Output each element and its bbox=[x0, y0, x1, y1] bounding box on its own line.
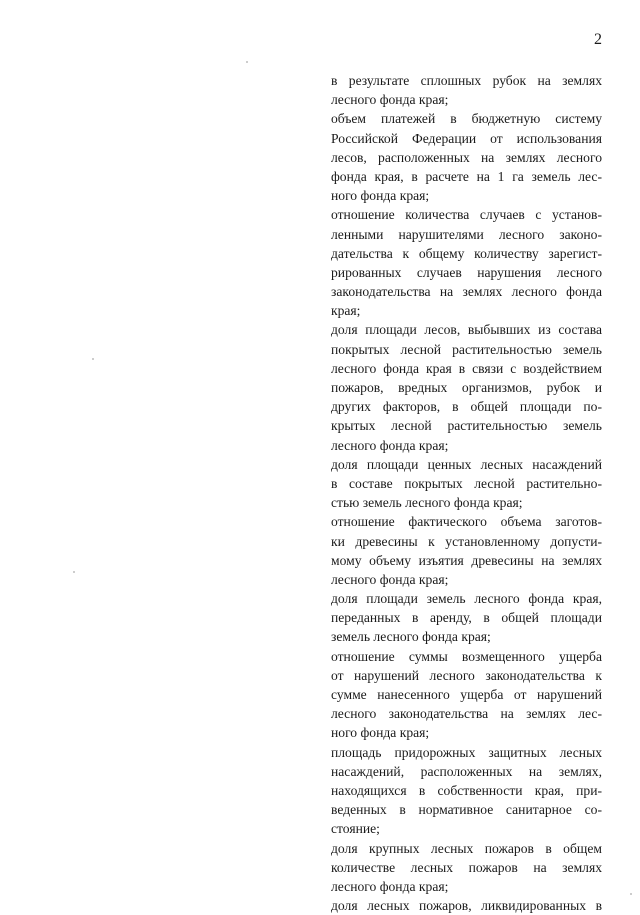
text-line: площадь придорожных защитных лесных bbox=[331, 744, 602, 760]
text-line: доля крупных лесных пожаров в общем bbox=[331, 840, 602, 856]
text-line: веденных в нормативное санитарное со- bbox=[331, 802, 602, 818]
text-line: количестве лесных пожаров на землях bbox=[331, 859, 602, 875]
scan-speck bbox=[92, 358, 94, 360]
text-line: объем платежей в бюджетную систему bbox=[331, 111, 602, 127]
text-line: лесного законодательства на землях лес- bbox=[331, 706, 602, 722]
text-line: ленными нарушителями лесного законо- bbox=[331, 226, 602, 242]
text-line: стояние; bbox=[331, 821, 380, 837]
text-line: сумме нанесенного ущерба от нарушений bbox=[331, 687, 602, 702]
text-line: доля лесных пожаров, ликвидированных в bbox=[331, 898, 602, 914]
text-line: насаждений, расположенных на землях, bbox=[331, 763, 602, 779]
text-line: лесного фонда края; bbox=[331, 878, 449, 894]
text-line: лесного фонда края; bbox=[331, 437, 449, 453]
text-column bbox=[331, 71, 602, 915]
text-line: доля площади ценных лесных насаждений bbox=[331, 456, 602, 472]
text-line: Российской Федерации от использования bbox=[331, 130, 602, 146]
text-line: края; bbox=[331, 303, 361, 319]
text-line: дательства к общему количеству зарегист- bbox=[331, 245, 602, 261]
text-line: крытых лесной растительностью земель bbox=[331, 418, 602, 434]
text-line: доля площади лесов, выбывших из состава bbox=[331, 322, 602, 338]
text-line: отношение суммы возмещенного ущерба bbox=[331, 648, 602, 664]
text-line: переданных в аренду, в общей площади bbox=[331, 610, 602, 626]
text-line: рированных случаев нарушения лесного bbox=[331, 264, 602, 280]
text-line: ки древесины к установленному допусти- bbox=[331, 533, 602, 549]
text-line: мому объему изъятия древесины на землях bbox=[331, 552, 602, 568]
text-line: отношение количества случаев с установ- bbox=[331, 207, 602, 223]
text-line: лесного фонда края; bbox=[331, 92, 449, 108]
text-line: ного фонда края; bbox=[331, 188, 430, 204]
text-line: находящихся в собственности края, при- bbox=[331, 782, 602, 798]
text-line: в результате сплошных рубок на землях bbox=[331, 73, 602, 88]
text-line: лесного фонда края в связи с воздействием bbox=[331, 360, 602, 376]
text-line: покрытых лесной растительностью земель bbox=[331, 341, 602, 357]
scan-speck bbox=[246, 61, 248, 63]
text-line: лесного фонда края; bbox=[331, 571, 449, 587]
page-number: 2 bbox=[594, 31, 602, 48]
text-line: отношение фактического объема заготов- bbox=[331, 514, 602, 530]
text-line: других факторов, в общей площади по- bbox=[331, 399, 602, 415]
text-line: пожаров, вредных организмов, рубок и bbox=[331, 380, 602, 395]
text-line: от нарушений лесного законодательства к bbox=[331, 667, 602, 683]
text-line: законодательства на землях лесного фонда bbox=[331, 284, 602, 300]
text-line: земель лесного фонда края; bbox=[331, 629, 491, 645]
scan-speck bbox=[73, 571, 75, 573]
scan-speck bbox=[630, 893, 632, 895]
text-line: ного фонда края; bbox=[331, 725, 430, 741]
text-line: доля площади земель лесного фонда края, bbox=[331, 591, 602, 607]
text-line: лесов, расположенных на землях лесного bbox=[331, 149, 602, 165]
text-line: фонда края, в расчете на 1 га земель лес- bbox=[331, 168, 602, 184]
text-line: в составе покрытых лесной растительно- bbox=[331, 475, 602, 491]
text-line: стью земель лесного фонда края; bbox=[331, 495, 523, 511]
